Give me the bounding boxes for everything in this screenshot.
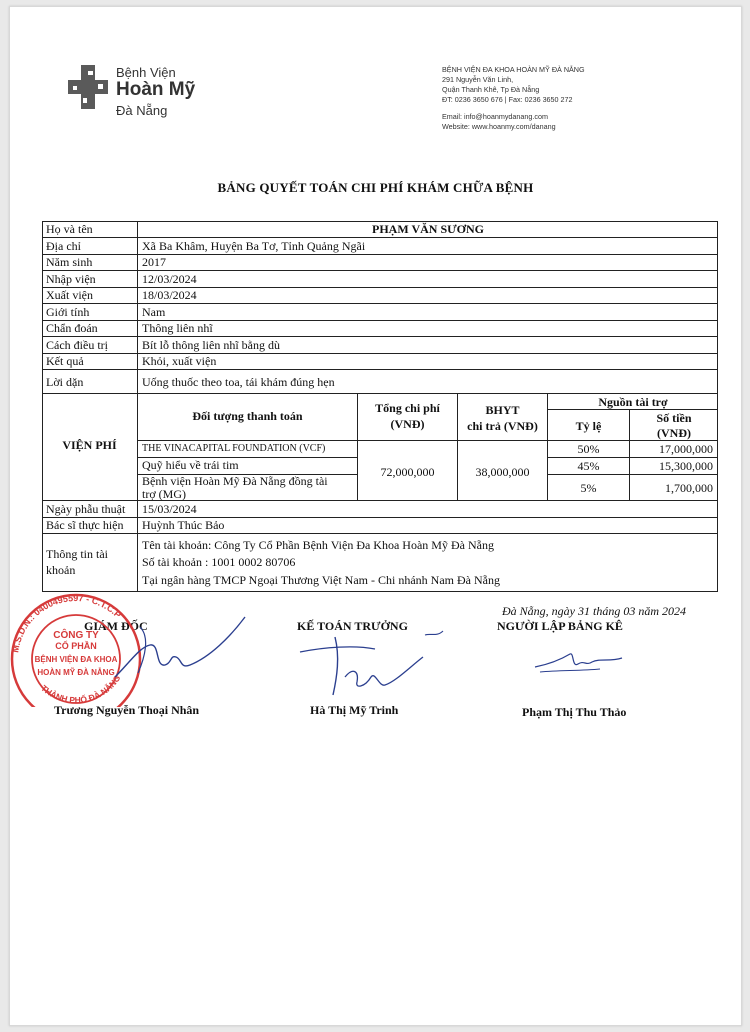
payer-hospital-2: trợ (MG) [142, 487, 187, 501]
accountant-name: Hà Thị Mỹ Trinh [310, 703, 399, 717]
bhyt-paid: 38,000,000 [475, 465, 530, 479]
ratio-hospital: 5% [580, 481, 597, 495]
hospital-contact [442, 65, 585, 132]
account-label-1: Thông tin tài [46, 547, 108, 561]
hospital-name: BỆNH VIỆN ĐA KHOA HOÀN MỸ ĐÀ NẴNG [442, 65, 585, 74]
funding-header: Nguồn tài trợ [598, 395, 668, 409]
address-label: Địa chỉ [46, 239, 81, 253]
settlement-table [42, 221, 718, 592]
director-signature [110, 607, 250, 687]
amount-hospital: 1,700,000 [665, 481, 713, 495]
logo-line-3: Đà Nẵng [116, 103, 168, 118]
gender: Nam [142, 305, 166, 319]
accountant-signature [295, 627, 455, 702]
surgery-date-label: Ngày phẫu thuật [46, 502, 126, 516]
preparer-title: NGƯỜI LẬP BẢNG KÊ [497, 619, 623, 633]
hospital-address-1: 291 Nguyễn Văn Linh, [442, 75, 514, 84]
admission-date: 12/03/2024 [142, 272, 197, 286]
treatment-label: Cách điều trị [46, 338, 108, 352]
document-title: BẢNG QUYẾT TOÁN CHI PHÍ KHÁM CHỮA BỆNH [217, 180, 534, 195]
payer-vcf: THE VINACAPITAL FOUNDATION (VCF) [142, 443, 326, 454]
treatment: Bít lỗ thông liên nhĩ bằng dù [142, 338, 280, 352]
amount-vcf: 17,000,000 [659, 442, 713, 456]
stamp-line-2: CỔ PHẦN [55, 641, 97, 651]
accountant-title: KẾ TOÁN TRƯỞNG [297, 619, 408, 633]
hospital-website: Website: www.hoanmy.com/danang [442, 122, 556, 131]
payer-hospital-1: Bệnh viện Hoàn Mỹ Đà Nẵng đồng tài [142, 474, 328, 488]
account-number: Số tài khoản : 1001 0002 80706 [142, 555, 296, 569]
fees-label: VIỆN PHÍ [62, 438, 117, 452]
discharge-date: 18/03/2024 [142, 288, 197, 302]
gender-label: Giới tính [46, 305, 90, 319]
doctor-label: Bác sĩ thực hiện [46, 518, 124, 532]
director-title: GIÁM ĐỐC [84, 619, 148, 633]
result: Khỏi, xuất viện [142, 354, 217, 368]
discharge-label: Xuất viện [46, 288, 93, 302]
stamp-line-4: HOÀN MỸ ĐÀ NẴNG [37, 668, 115, 677]
amount-header-1: Số tiền [656, 411, 692, 425]
ratio-heart-fund: 45% [577, 459, 600, 473]
account-name: Tên tài khoản: Công Ty Cổ Phần Bệnh Viện Đa Khoa Hoàn Mỹ Đà Nẵng [142, 538, 494, 552]
stamp-line-3: BỆNH VIỆN ĐA KHOA [34, 655, 118, 664]
hospital-address-2: Quận Thanh Khê, Tp Đà Nẵng [442, 85, 540, 94]
amount-heart-fund: 15,300,000 [659, 459, 713, 473]
stamp-top-text: M.S.D.N.: 0400495597 - C.T.C.P [10, 592, 124, 654]
payer-header: Đối tượng thanh toán [192, 409, 303, 423]
hospital-phone: ĐT: 0236 3650 676 | Fax: 0236 3650 272 [442, 95, 573, 104]
birth-year: 2017 [142, 255, 166, 269]
preparer-signature [530, 642, 630, 682]
patient-address: Xã Ba Khâm, Huyện Ba Tơ, Tỉnh Quảng Ngãi [142, 239, 366, 253]
doctor-name: Huỳnh Thúc Bảo [142, 518, 225, 532]
payer-heart-fund: Quỹ hiểu về trái tim [142, 458, 239, 472]
advice: Uống thuốc theo toa, tái khám đúng hẹn [142, 375, 335, 389]
logo-line-2: Hoàn Mỹ [116, 79, 196, 100]
hospital-email: Email: info@hoanmydanang.com [442, 112, 548, 121]
admission-label: Nhập viện [46, 272, 96, 286]
ratio-header: Tỷ lệ [575, 419, 602, 433]
bhyt-header-1: BHYT [485, 403, 520, 417]
preparer-name: Phạm Thị Thu Thảo [522, 705, 627, 719]
diagnosis: Thông liên nhĩ [142, 321, 213, 335]
name-label: Họ và tên [46, 222, 93, 236]
birth-year-label: Năm sinh [46, 255, 93, 269]
account-bank: Tại ngân hàng TMCP Ngoại Thương Việt Nam - Chi nhánh Nam Đà Nẵng [142, 573, 500, 587]
patient-name: PHẠM VĂN SƯƠNG [372, 222, 484, 236]
account-label-2: khoản [46, 563, 76, 577]
ratio-vcf: 50% [577, 442, 600, 456]
diagnosis-label: Chẩn đoán [46, 321, 98, 335]
stamp-line-1: CÔNG TY [53, 630, 99, 641]
document-page [9, 6, 742, 1026]
stamp-bottom-text: THÀNH PHỐ ĐÀ NẴNG [39, 673, 123, 706]
place-date: Đà Nẵng, ngày 31 tháng 03 năm 2024 [502, 604, 686, 618]
advice-label: Lời dặn [46, 375, 84, 389]
total-header-2: (VNĐ) [390, 417, 425, 431]
surgery-date: 15/03/2024 [142, 502, 197, 516]
hospital-cross-icon [68, 65, 108, 109]
result-label: Kết quả [46, 354, 84, 368]
amount-header-2: (VNĐ) [657, 426, 691, 440]
total-cost: 72,000,000 [380, 465, 435, 479]
director-name: Trương Nguyễn Thoại Nhân [54, 703, 200, 717]
bhyt-header-2: chi trả (VNĐ) [467, 419, 538, 433]
total-header-1: Tổng chi phí [375, 401, 440, 415]
logo-line-1: Bệnh Viện [116, 65, 176, 80]
